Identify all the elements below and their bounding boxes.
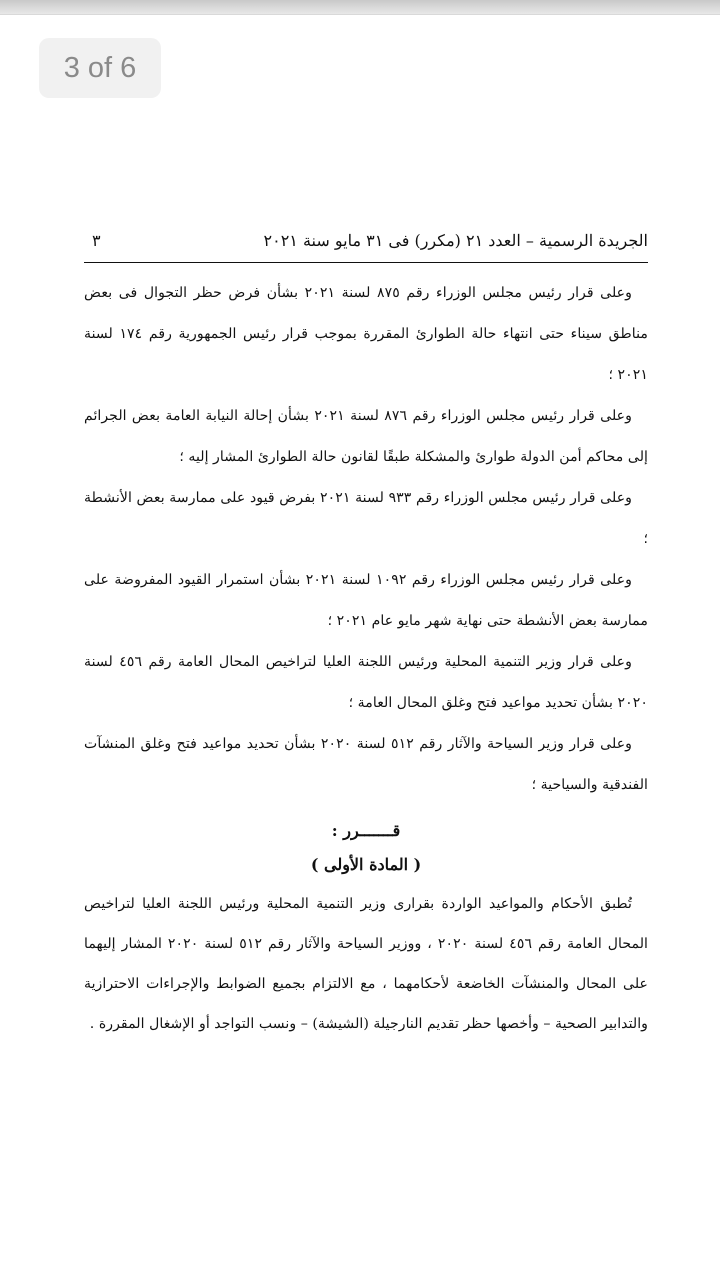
article-text: تُطبق الأحكام والمواعيد الواردة بقرارى وزير التنمية المحلية ورئيس اللجنة العليا لتراخيص المحال العامة رقم ٤٥٦ لسنة ٢٠٢٠ ، ووزير السياحة والآثار رقم ٥١٢ لسنة ٢٠٢٠ المشار إليهما على المحال والمنشآت الخاضعة لأحكامهما ، مع الالتزام بجميع الضوابط والإجراءات الاحترازية والتدابير الصحية – وأخصها حظر تقديم النارجيلة (الشيشة) – ونسب التواجد أو الإشغال المقررة .	[84, 896, 648, 1032]
decision-heading: قـــــــرر :	[331, 821, 401, 840]
preamble-paragraph: وعلى قرار رئيس مجلس الوزراء رقم ٨٧٦ لسنة ٢٠٢١ بشأن إحالة النيابة العامة بعض الجرائم إلى محاكم أمن الدولة طوارئ والمشكلة طبقًا لقانون حالة الطوارئ المشار إليه ؛	[84, 408, 648, 465]
gazette-header-title: الجريدة الرسمية – العدد ٢١ (مكرر) فى ٣١ مايو سنة ٢٠٢١	[263, 231, 648, 250]
page-header	[84, 228, 648, 263]
preamble-paragraph: وعلى قرار وزير التنمية المحلية ورئيس اللجنة العليا لتراخيص المحال العامة رقم ٤٥٦ لسنة ٢٠٢٠ بشأن تحديد مواعيد فتح وغلق المحال العامة ؛	[84, 654, 648, 711]
page-indicator: 3 of 6	[39, 38, 161, 98]
viewer-top-bar	[0, 0, 720, 15]
preamble-paragraph: وعلى قرار رئيس مجلس الوزراء رقم ٩٣٣ لسنة ٢٠٢١ بفرض قيود على ممارسة بعض الأنشطة ؛	[84, 490, 648, 547]
document-page	[84, 228, 648, 1044]
preamble-paragraph: وعلى قرار رئيس مجلس الوزراء رقم ٨٧٥ لسنة ٢٠٢١ بشأن فرض حظر التجوال فى بعض مناطق سيناء حتى انتهاء حالة الطوارئ المقررة بموجب قرار رئيس الجمهورية رقم ١٧٤ لسنة ٢٠٢١ ؛	[84, 285, 648, 383]
preamble-paragraph: وعلى قرار وزير السياحة والآثار رقم ٥١٢ لسنة ٢٠٢٠ بشأن تحديد مواعيد فتح وغلق المنشآت الفندقية والسياحية ؛	[84, 736, 648, 793]
preamble	[84, 273, 648, 806]
article-heading: ( المادة الأولى )	[310, 855, 422, 874]
page-number: ٣	[92, 231, 101, 250]
preamble-paragraph: وعلى قرار رئيس مجلس الوزراء رقم ١٠٩٢ لسنة ٢٠٢١ بشأن استمرار القيود المفروضة على ممارسة بعض الأنشطة حتى نهاية شهر مايو عام ٢٠٢١ ؛	[84, 572, 648, 629]
